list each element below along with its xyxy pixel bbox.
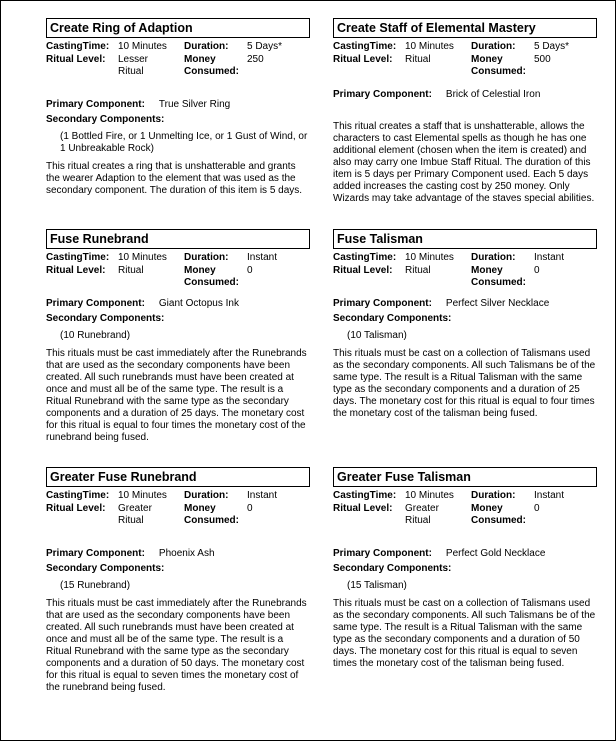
casting-time-label: CastingTime: [46,252,110,263]
duration-value: Instant [247,252,278,263]
ritual-description: This rituals must be cast on a collection of Talismans used as the secondary components. All such Talismans be of the same type. The result is a Ritual Talisman with the same type as the secondary components and a duration of 50 days. The monetary cost for this ritual is equal to seven times the monetary cost of the talisman being fused. [333,598,596,669]
ritual-entry [333,467,597,670]
duration-label: Duration: [184,41,229,52]
money-label: Money [184,503,216,514]
casting-row [333,252,597,265]
primary-value: True Silver Ring [158,99,231,110]
primary-label: Primary Component: [46,99,145,110]
ritual-description: This ritual creates a ring that is unshatterable and grants the wearer Adaption to the element that was used as the secondary component. The duration of this item is 5 days. [46,161,303,196]
casting-time-value: 10 Minutes [405,490,454,501]
secondary-label: Secondary Components: [333,313,452,324]
casting-time-label: CastingTime: [333,490,397,501]
secondary-value: (15 Runebrand) [60,580,131,591]
money-value: 500 [534,54,551,65]
duration-label: Duration: [471,252,516,263]
money-value: 250 [247,54,264,65]
primary-component [46,548,310,560]
money-label-line2: Consumed: [184,515,239,526]
primary-value: Perfect Silver Necklace [445,298,550,309]
secondary-value: (15 Talisman) [347,580,407,591]
ritual-level-value: Ritual [405,54,431,65]
primary-component [46,99,310,111]
casting-time-label: CastingTime: [333,41,397,52]
money-label-line2: Consumed: [184,66,239,77]
ritual-title: Greater Fuse Runebrand [46,467,310,487]
ritual-level-value: Greater [405,503,439,514]
secondary-value: (10 Runebrand) [60,330,131,341]
ritual-entry [333,229,597,420]
ritual-entry [46,18,310,197]
level-row [333,265,597,291]
primary-component [333,298,597,310]
level-row [46,54,310,80]
casting-time-value: 10 Minutes [118,252,167,263]
primary-value: Giant Octopus Ink [158,298,239,309]
secondary-value: (10 Talisman) [347,330,407,341]
ritual-entry [46,229,310,444]
primary-label: Primary Component: [333,89,432,100]
ritual-level-label: Ritual Level: [333,54,393,65]
ritual-level-label: Ritual Level: [46,54,106,65]
ritual-level-label: Ritual Level: [46,265,106,276]
level-row [46,503,310,529]
money-value: 0 [534,503,540,514]
money-label: Money [471,54,503,65]
ritual-level-value-line2: Ritual [405,515,431,526]
ritual-level-label: Ritual Level: [333,503,393,514]
casting-row [333,490,597,503]
ritual-title: Fuse Runebrand [46,229,310,249]
money-label-line2: Consumed: [184,277,239,288]
money-label: Money [471,265,503,276]
primary-label: Primary Component: [333,298,432,309]
money-label: Money [184,265,216,276]
secondary-label: Secondary Components: [333,563,452,574]
duration-value: Instant [247,490,278,501]
money-label: Money [184,54,216,65]
casting-row [46,41,310,54]
ritual-description: This rituals must be cast immediately after the Runebrands that are used as the secondary components have been created. All such runebrands must have been created at once and must all be of the same type. The result is a Ritual Runebrand with the same type as the secondary components and a duration of 25 days. The monetary cost for this ritual is equal to four times the monetary cost of the runebrand being fused. [46,348,307,443]
ritual-level-value: Ritual [405,265,431,276]
secondary-label: Secondary Components: [46,563,165,574]
ritual-level-value: Greater [118,503,152,514]
ritual-entry [46,467,310,694]
ritual-title: Create Ring of Adaption [46,18,310,38]
money-label: Money [471,503,503,514]
duration-label: Duration: [471,490,516,501]
secondary-value: (1 Bottled Fire, or 1 Unmelting Ice, or 1 Gust of Wind, or 1 Unbreakable Rock) [60,131,308,154]
casting-time-label: CastingTime: [46,41,110,52]
ritual-title: Fuse Talisman [333,229,597,249]
casting-row [46,490,310,503]
ritual-level-label: Ritual Level: [46,503,106,514]
duration-label: Duration: [184,252,229,263]
casting-time-value: 10 Minutes [405,252,454,263]
ritual-level-value-line2: Ritual [118,515,144,526]
casting-time-label: CastingTime: [46,490,110,501]
ritual-level-value-line2: Ritual [118,66,144,77]
primary-component [46,298,310,310]
primary-label: Primary Component: [46,548,145,559]
casting-time-label: CastingTime: [333,252,397,263]
primary-value: Brick of Celestial Iron [445,89,541,100]
money-value: 0 [247,265,253,276]
primary-label: Primary Component: [46,298,145,309]
money-value: 0 [247,503,253,514]
casting-time-value: 10 Minutes [118,41,167,52]
ritual-level-label: Ritual Level: [333,265,393,276]
ritual-entry [333,18,597,205]
ritual-level-value: Ritual [118,265,144,276]
duration-label: Duration: [184,490,229,501]
primary-component [333,89,597,101]
casting-row [46,252,310,265]
secondary-label: Secondary Components: [46,114,165,125]
duration-value: 5 Days* [534,41,570,52]
level-row [333,503,597,529]
money-label-line2: Consumed: [471,66,526,77]
duration-value: Instant [534,490,565,501]
money-value: 0 [534,265,540,276]
casting-time-value: 10 Minutes [405,41,454,52]
primary-component [333,548,597,560]
duration-value: Instant [534,252,565,263]
money-label-line2: Consumed: [471,515,526,526]
secondary-label: Secondary Components: [46,313,165,324]
primary-value: Perfect Gold Necklace [445,548,546,559]
ritual-description: This rituals must be cast immediately after the Runebrands that are used as the secondary components have been created. All such runebrands must have been created at once and must all be of the same type. The result is a Ritual Runebrand with the same type as the secondary components and a duration of 50 days. The monetary cost for this ritual is equal to seven times the monetary cost of the runebrand being fused. [46,598,307,693]
ritual-title: Greater Fuse Talisman [333,467,597,487]
money-label-line2: Consumed: [471,277,526,288]
primary-label: Primary Component: [333,548,432,559]
level-row [333,54,597,80]
ritual-description: This ritual creates a staff that is unshatterable, allows the characters to cast Elemental spells as though he has one additional element (chosen when the item is created) and also may carry one Imbue Staff Ritual. The duration of this item is 5 days per Primary Component used. Each 5 days added increases the casting cost by 250 money. Only Wizards may take advantage of the staves special abilities. [333,121,595,204]
level-row [46,265,310,291]
ritual-level-value: Lesser [118,54,149,65]
ritual-description: This rituals must be cast on a collection of Talismans used as the secondary components. All such Talismans be of the same type. The result is a Ritual Talisman with the same type as the secondary components and a duration of 25 days. The monetary cost for this ritual is equal to four times the monetary cost of the talisman being fused. [333,348,596,419]
duration-value: 5 Days* [247,41,283,52]
duration-label: Duration: [471,41,516,52]
casting-time-value: 10 Minutes [118,490,167,501]
ritual-title: Create Staff of Elemental Mastery [333,18,597,38]
casting-row [333,41,597,54]
primary-value: Phoenix Ash [158,548,215,559]
